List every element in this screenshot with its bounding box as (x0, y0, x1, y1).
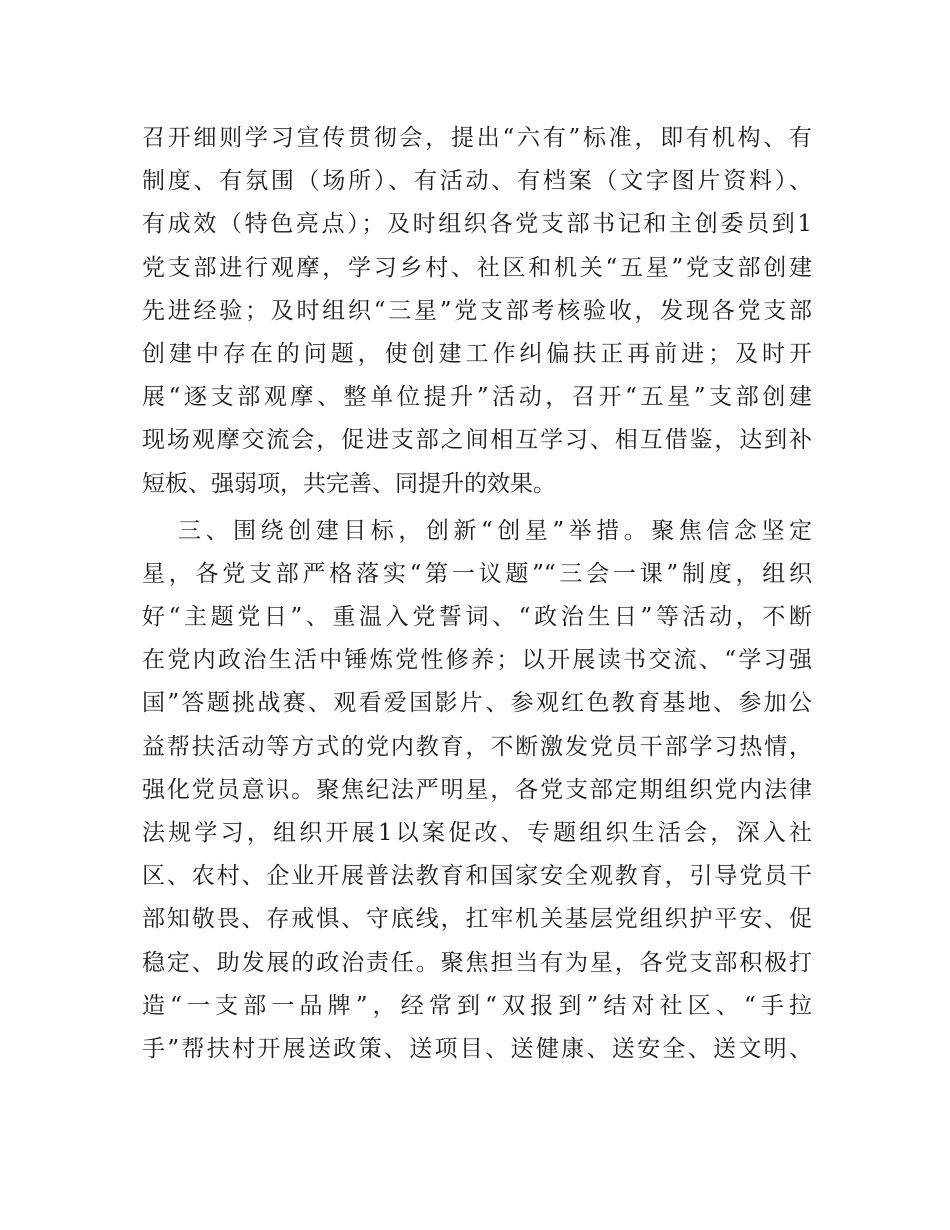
text-line: 党支部进行观摩，学习乡村、社区和机关“五星”党支部创建 (142, 254, 812, 281)
text-line: 现场观摩交流会，促进支部之间相互学习、相互借鉴，达到补 (142, 427, 812, 454)
paragraph-1 (142, 117, 812, 506)
text-line: 区、农村、企业开展普法教育和国家安全观教育，引导党员干 (142, 863, 812, 890)
text-line: 部知敬畏、存戒惧、守底线，扛牢机关基层党组织护平安、促 (142, 906, 812, 933)
paragraph-2 (142, 510, 812, 1071)
text-line: 法规学习，组织开展1以案促改、专题组织生活会，深入社 (142, 820, 812, 846)
text-line: 益帮扶活动等方式的党内教育，不断激发党员干部学习热情， (142, 733, 812, 760)
text-line: 召开细则学习宣传贯彻会，提出“六有”标准，即有机构、有 (142, 125, 812, 151)
text-line: 好“主题党日”、重温入党誓词、“政治生日”等活动，不断 (142, 604, 812, 631)
text-line: 先进经验；及时组织“三星”党支部考核验收，发现各党支部 (142, 297, 812, 324)
document-body (142, 117, 812, 1071)
text-line: 星，各党支部严格落实“第一议题”“三会一课”制度，组织 (142, 560, 812, 587)
text-line: 创建中存在的问题，使创建工作纠偏扶正再前进；及时开 (142, 340, 812, 367)
text-line: 制度、有氛围（场所）、有活动、有档案（文字图片资料）、 (142, 168, 812, 195)
text-line: 手”帮扶村开展送政策、送项目、送健康、送安全、送文明、 (142, 1035, 812, 1062)
text-line: 有成效（特色亮点）；及时组织各党支部书记和主创委员到1 (142, 211, 812, 238)
text-line: 在党内政治生活中锤炼党性修养；以开展读书交流、“学习强 (142, 647, 812, 674)
text-line: 短板、强弱项，共完善、同提升的效果。 (142, 470, 556, 497)
text-line: 国”答题挑战赛、观看爱国影片、参观红色教育基地、参加公 (142, 690, 812, 717)
text-line: 强化党员意识。聚焦纪法严明星，各党支部定期组织党内法律 (142, 776, 812, 803)
text-line: 造“一支部一品牌”，经常到“双报到”结对社区、“手拉 (142, 992, 812, 1019)
text-line: 展“逐支部观摩、整单位提升”活动，召开“五星”支部创建 (142, 384, 812, 411)
text-line: 三、围绕创建目标，创新“创星”举措。聚焦信念坚定 (178, 517, 812, 544)
text-line: 稳定、助发展的政治责任。聚焦担当有为星，各党支部积极打 (142, 949, 812, 976)
